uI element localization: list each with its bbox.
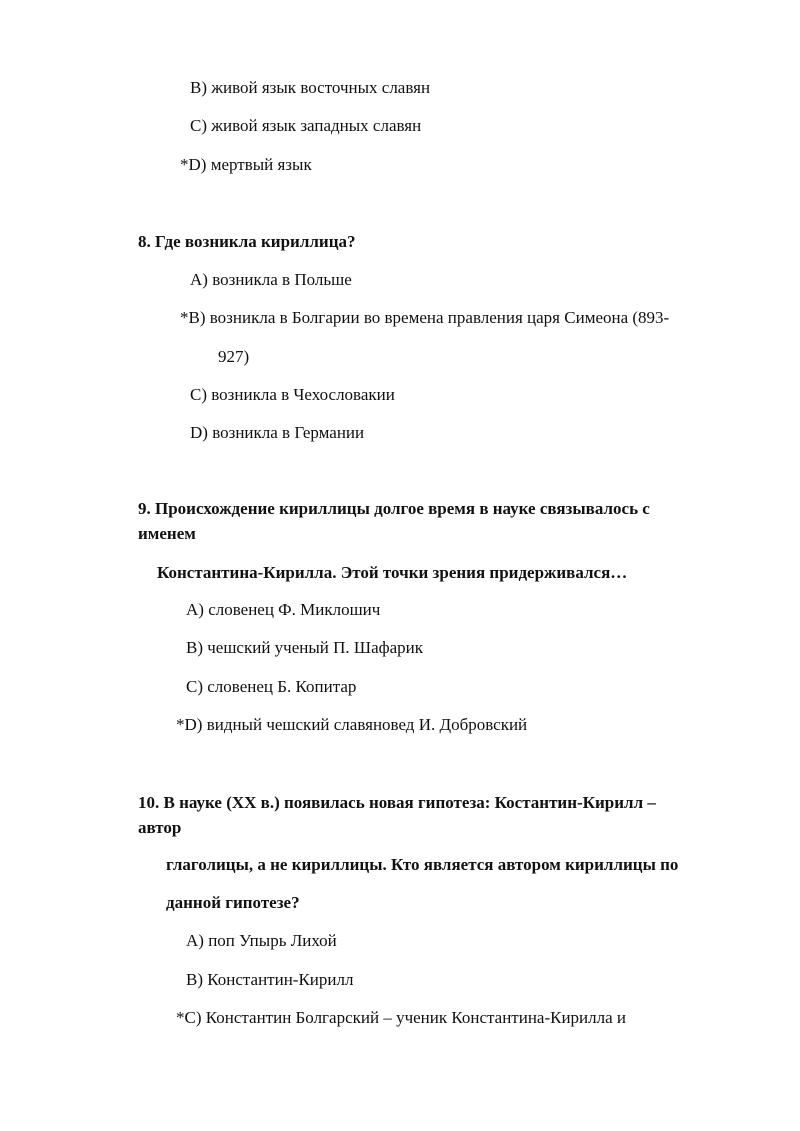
- q9-question-line-2: именем: [138, 524, 196, 543]
- q7-option-d: *D) мертвый язык: [180, 155, 312, 174]
- q10-question-line-4: данной гипотезе?: [166, 893, 300, 912]
- q8-option-d: D) возникла в Германии: [190, 423, 365, 442]
- q10-option-a: A) поп Упырь Лихой: [186, 931, 337, 950]
- q8-option-b: *B) возникла в Болгарии во времена правления царя Симеона (893-: [180, 308, 670, 327]
- q8-option-a: A) возникла в Польше: [190, 270, 352, 289]
- q7-option-b: B) живой язык восточных славян: [190, 78, 431, 97]
- q8-option-b-continued: 927): [218, 347, 250, 366]
- q9-question-line-3: Константина-Кирилла. Этой точки зрения придерживался…: [157, 563, 628, 582]
- q7-option-c: C) живой язык западных славян: [190, 116, 422, 135]
- q8-option-c: C) возникла в Чехословакии: [190, 385, 395, 404]
- q9-option-d: *D) видный чешский славяновед И. Добровский: [176, 715, 528, 734]
- q10-question-line-1: 10. В науке (XX в.) появилась новая гипотеза: Костантин-Кирилл –: [138, 793, 656, 812]
- q8-question: 8. Где возникла кириллица?: [138, 232, 356, 251]
- q10-option-c: *C) Константин Болгарский – ученик Константина-Кирилла и: [176, 1008, 627, 1027]
- q10-option-b: B) Константин-Кирилл: [186, 970, 354, 989]
- q9-question-line-1: 9. Происхождение кириллицы долгое время в науке связывалось с: [138, 499, 650, 518]
- q9-option-c: C) словенец Б. Копитар: [186, 677, 357, 696]
- q10-question-line-2: автор: [138, 818, 182, 837]
- q9-option-a: A) словенец Ф. Миклошич: [186, 600, 381, 619]
- q10-question-line-3: глаголицы, а не кириллицы. Кто является автором кириллицы по: [166, 855, 679, 874]
- q9-option-b: B) чешский ученый П. Шафарик: [186, 638, 424, 657]
